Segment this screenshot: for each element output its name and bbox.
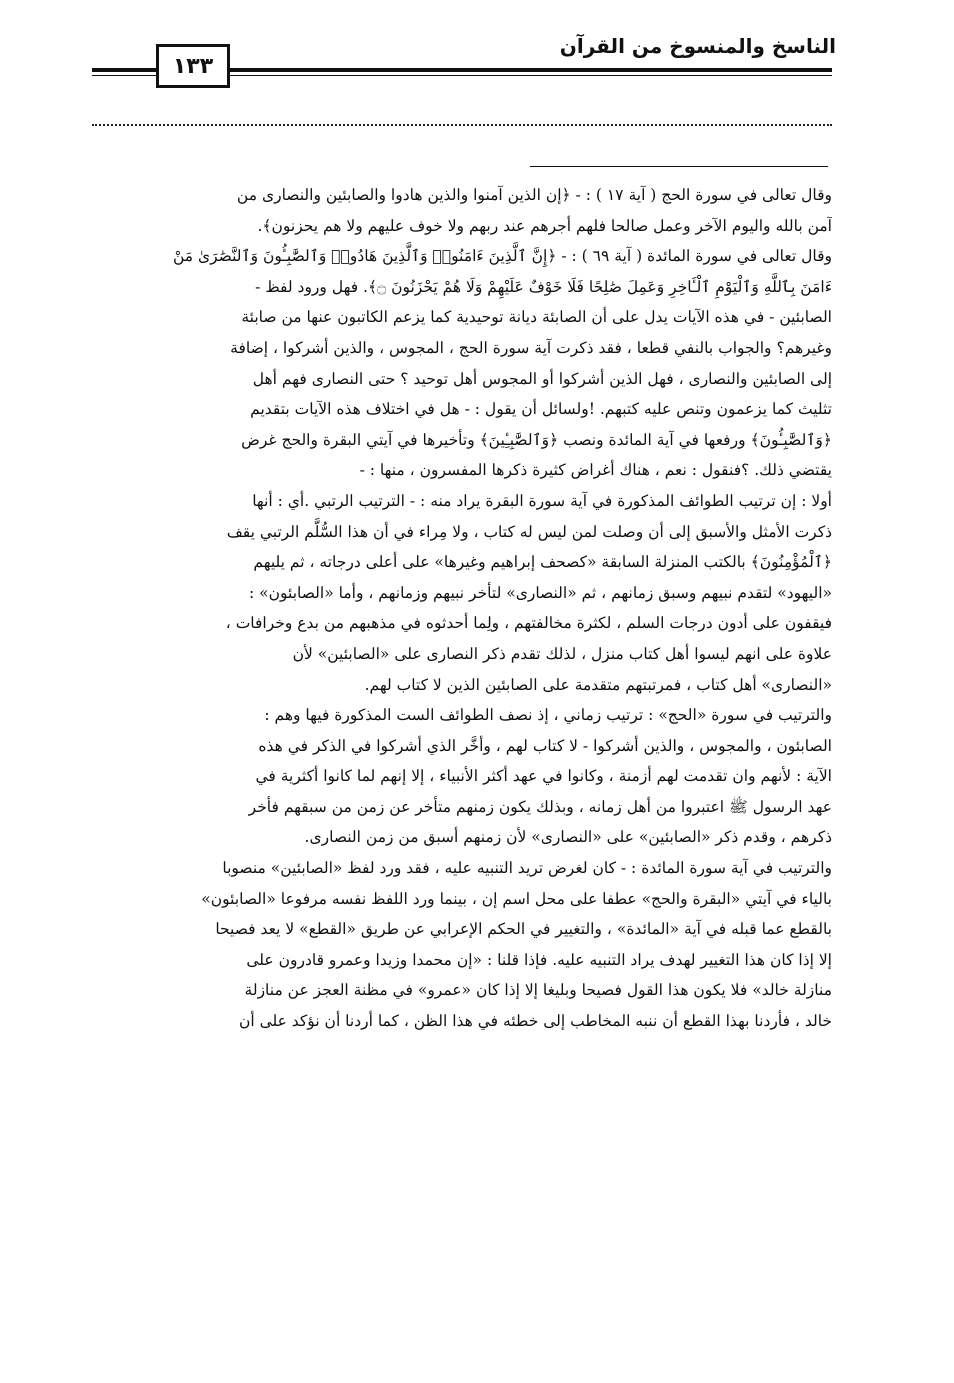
text-line: «النصارى» أهل كتاب ، فمرتبتهم متقدمة على الصابئين الذين لا كتاب لهم. [364, 675, 832, 694]
text-line: بالياء في آيتي «البقرة والحج» عطفا على محل اسم إن ، بينما ورد اللفظ نفسه مرفوعا «الصابئون» [201, 889, 832, 908]
dotted-separator [92, 124, 832, 126]
text-line: الآية : لأنهم وان تقدمت لهم أزمنة ، وكانوا في عهد أكثر الأنبياء ، إلا إنهم لما كانوا أكثرية في [255, 767, 832, 786]
body-text [92, 180, 832, 1037]
text-line: فيقفون على أدون درجات السلم ، لكثرة مخالفتهم ، ولِما أحدثوه في مذهبهم من بدع وخرافات ، [225, 614, 832, 633]
text-line: ءَامَنَ بِٱللَّهِ وَٱلْيَوْمِ ٱلْـَٔاخِرِ وَعَمِلَ صَٰلِحًا فَلَا خَوْفٌ عَلَيْهِمْ وَلَا هُمْ يَحْزَنُونَ ۝﴾. فهل ورود لفظ - [255, 277, 832, 296]
text-line: ﴿وَٱلصَّٰبِـُٔونَ﴾ ورفعها في آية المائدة ونصب ﴿وَٱلصَّٰبِـِٔينَ﴾ وتأخيرها في آيتي البقرة والحج غرض [241, 430, 832, 449]
text-line: أولا : إن ترتيب الطوائف المذكورة في آية سورة البقرة يراد منه : - الترتيب الرتبي .أي : أنها [252, 491, 832, 510]
page-number: ١٣٣ [156, 44, 230, 88]
text-line: يقتضي ذلك. ؟فنقول : نعم ، هناك أغراض كثيرة ذكرها المفسرون ، منها : - [359, 461, 832, 480]
text-line: الصابئين - في هذه الآيات يدل على أن الصابئة ديانة توحيدية كما يزعم الكاتبون عنها من صابئة [241, 308, 832, 327]
text-line: والترتيب في آية سورة المائدة : - كان لغرض تريد التنبيه عليه ، فقد ورد لفظ «الصابئين» منصوبا [222, 859, 832, 878]
text-line: منازلة خالد» فلا يكون هذا القول فصيحا وبليغا إلا إذا كان «عمرو» في مظنة العجز عن منازلة [244, 981, 832, 1000]
text-line: آمن بالله واليوم الآخر وعمل صالحا فلهم أجرهم عند ربهم ولا خوف عليهم ولا هم يحزنون﴾. [257, 216, 832, 235]
text-line: الصابئون ، والمجوس ، والذين أشركوا - لا كتاب لهم ، وأخَّر الذي أشركوا في الذكر في هذه [258, 736, 832, 755]
text-line: والترتيب في سورة «الحج» : ترتيب زماني ، إذ نصف الطوائف الست المذكورة فيها وهم : [264, 706, 832, 725]
text-line: علاوة على انهم ليسوا أهل كتاب منزل ، لذلك تقدم ذكر النصارى على «الصابئين» لأن [292, 644, 832, 663]
text-line: وقال تعالى في سورة الحج ( آية ١٧ ) : - ﴿إن الذين آمنوا والذين هادوا والصابئين والنصارى من [236, 186, 832, 204]
text-line: وغيرهم؟ والجواب بالنفي قطعا ، فقد ذكرت آية سورة الحج ، المجوس ، والذين أشركوا ، إضافة [230, 338, 832, 357]
text-line: ذكرهم ، وقدم ذكر «الصابئين» على «النصارى» لأن زمنهم أسبق من زمن النصارى. [304, 828, 832, 847]
text-line: «اليهود» لتقدم نبيهم وسبق زمانهم ، ثم «النصارى» لتأخر نبيهم وزمانهم ، وأما «الصابئون» : [249, 583, 832, 602]
text-line: بالقطع عما قبله في آية «المائدة» ، والتغيير في الحكم الإعرابي عن طريق «القطع» لا يعد فصيحا [215, 920, 832, 939]
text-line: وقال تعالى في سورة المائدة ( آية ٦٩ ) : - ﴿إِنَّ ٱلَّذِينَ ءَامَنُوا۟ وَٱلَّذِينَ هَادُوا۟ وَٱلصَّٰبِـُٔونَ وَٱلنَّصَٰرَىٰ مَنْ [172, 247, 832, 266]
text-line: عهد الرسول ﷺ اعتبروا من أهل زمانه ، وبذلك يكون زمنهم متأخر عن زمن من سبقهم فأخر [248, 797, 832, 816]
text-line: ﴿ٱلْمُؤْمِنُونَ﴾ بالكتب المنزلة السابقة «كصحف إبراهيم وغيرها» على أعلى درجاته ، ثم يليهم [253, 553, 832, 572]
text-line: خالد ، فأردنا بهذا القطع أن ننبه المخاطب إلى خطئه في هذا الظن ، كما أردنا أن نؤكد على أن [238, 1012, 832, 1031]
text-line: إلا إذا كان هذا التغيير لهدف يراد التنبيه عليه. فإذا قلنا : «إن محمدا وزيدا وعمرو قادرون على [246, 950, 832, 969]
running-title: الناسخ والمنسوخ من القرآن [559, 34, 836, 58]
text-line: تثليث كما يزعمون وتنص عليه كتبهم. !ولسائل أن يقول : - هل في اختلاف هذه الآيات بتقديم [250, 400, 832, 419]
text-line: إلى الصابئين والنصارى ، فهل الذين أشركوا أو المجوس أهل توحيد ؟ حتى النصارى فهم أهل [252, 369, 832, 388]
page-header [0, 0, 954, 110]
text-line: ذكرت الأمثل والأسبق إلى أن وصلت لمن ليس له كتاب ، ولا مِراء في أن هذا السُّلَّم الرتبي يقف [226, 522, 832, 541]
section-rule [530, 166, 828, 167]
